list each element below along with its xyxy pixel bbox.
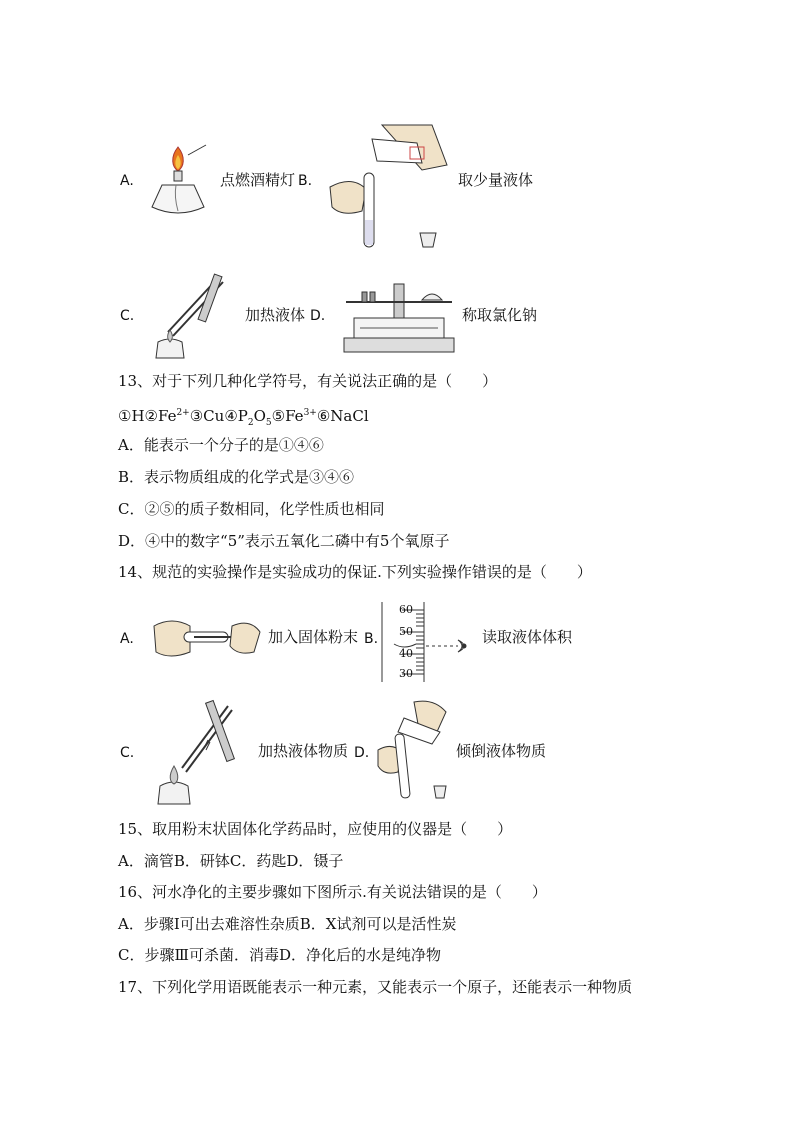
q12-option-c-text: 加热液体 xyxy=(245,306,306,324)
q12-option-a-text: 点燃酒精灯 xyxy=(220,171,296,189)
alcohol-lamp-lit-icon xyxy=(148,137,213,222)
q15-stem: 15、取用粉末状固体化学药品时，应使用的仪器是（ ） xyxy=(118,820,513,838)
q13-symbol-sub: 2 xyxy=(247,418,254,428)
q13-symbol-sub: 5 xyxy=(265,418,272,428)
q12-option-b-letter: B. xyxy=(298,173,313,189)
q13-symbol-part: ⑥NaCl xyxy=(316,407,369,425)
q13-option-b: B．表示物质组成的化学式是③④⑥ xyxy=(118,468,355,486)
q14-option-a-letter: A. xyxy=(120,631,134,647)
q12-option-d-text: 称取氯化钠 xyxy=(462,306,538,324)
q13-option-d: D．④中的数字“5”表示五氧化二磷中有5个氧原子 xyxy=(118,532,450,550)
heat-test-tube-icon xyxy=(148,270,243,362)
pour-liquid-reagent-icon xyxy=(322,125,452,250)
q13-option-a: A．能表示一个分子的是①④⑥ xyxy=(118,436,324,454)
q13-symbol-part: ①H②Fe xyxy=(118,407,177,425)
q13-symbol-sup: 2+ xyxy=(176,408,190,418)
q14-option-d-text: 倾倒液体物质 xyxy=(456,742,547,760)
q14-option-b-letter: B. xyxy=(364,631,379,647)
cylinder-tick-40: 40 xyxy=(399,647,413,660)
q16-options-line1: A．步骤Ⅰ可出去难溶性杂质B．X试剂可以是活性炭 xyxy=(118,915,457,933)
q14-stem: 14、规范的实验操作是实验成功的保证.下列实验操作错误的是（ ） xyxy=(118,563,592,581)
q12-option-c-letter: C. xyxy=(120,308,135,324)
q12-option-a-letter: A. xyxy=(120,173,134,189)
balance-scale-icon xyxy=(340,278,458,356)
q13-stem: 13、对于下列几种化学符号，有关说法正确的是（ ） xyxy=(118,372,498,390)
heat-liquid-tube-icon xyxy=(148,696,250,808)
graduated-cylinder-icon xyxy=(380,600,480,684)
q13-symbol-part: ⑤Fe xyxy=(271,407,304,425)
q12-option-b-text: 取少量液体 xyxy=(458,171,534,189)
add-solid-powder-icon xyxy=(150,612,262,664)
q13-symbol-sup: 3+ xyxy=(303,408,317,418)
q14-option-b-text: 读取液体体积 xyxy=(482,628,573,646)
q14-option-c-letter: C. xyxy=(120,745,135,761)
q16-stem: 16、河水净化的主要步骤如下图所示.有关说法错误的是（ ） xyxy=(118,883,547,901)
q13-option-c: C．②⑤的质子数相同，化学性质也相同 xyxy=(118,500,385,518)
q16-options-line2: C．步骤Ⅲ可杀菌．消毒D．净化后的水是纯净物 xyxy=(118,946,441,964)
pour-liquid-tube-icon xyxy=(374,698,454,806)
q17-stem: 17、下列化学用语既能表示一种元素，又能表示一个原子，还能表示一种物质 xyxy=(118,978,633,996)
q14-option-a-text: 加入固体粉末 xyxy=(268,628,359,646)
q15-options: A．滴管B．研钵C．药匙D．镊子 xyxy=(118,852,344,870)
q12-option-d-letter: D. xyxy=(310,308,326,324)
q13-symbol-part: ③Cu④P xyxy=(189,407,248,425)
q14-option-c-text: 加热液体物质 xyxy=(258,742,349,760)
cylinder-tick-50: 50 xyxy=(399,625,413,638)
q13-symbols xyxy=(118,404,369,432)
q13-symbol-part: O xyxy=(253,407,266,425)
cylinder-tick-60: 60 xyxy=(399,603,413,616)
cylinder-tick-30: 30 xyxy=(399,667,413,680)
q14-option-d-letter: D. xyxy=(354,745,370,761)
